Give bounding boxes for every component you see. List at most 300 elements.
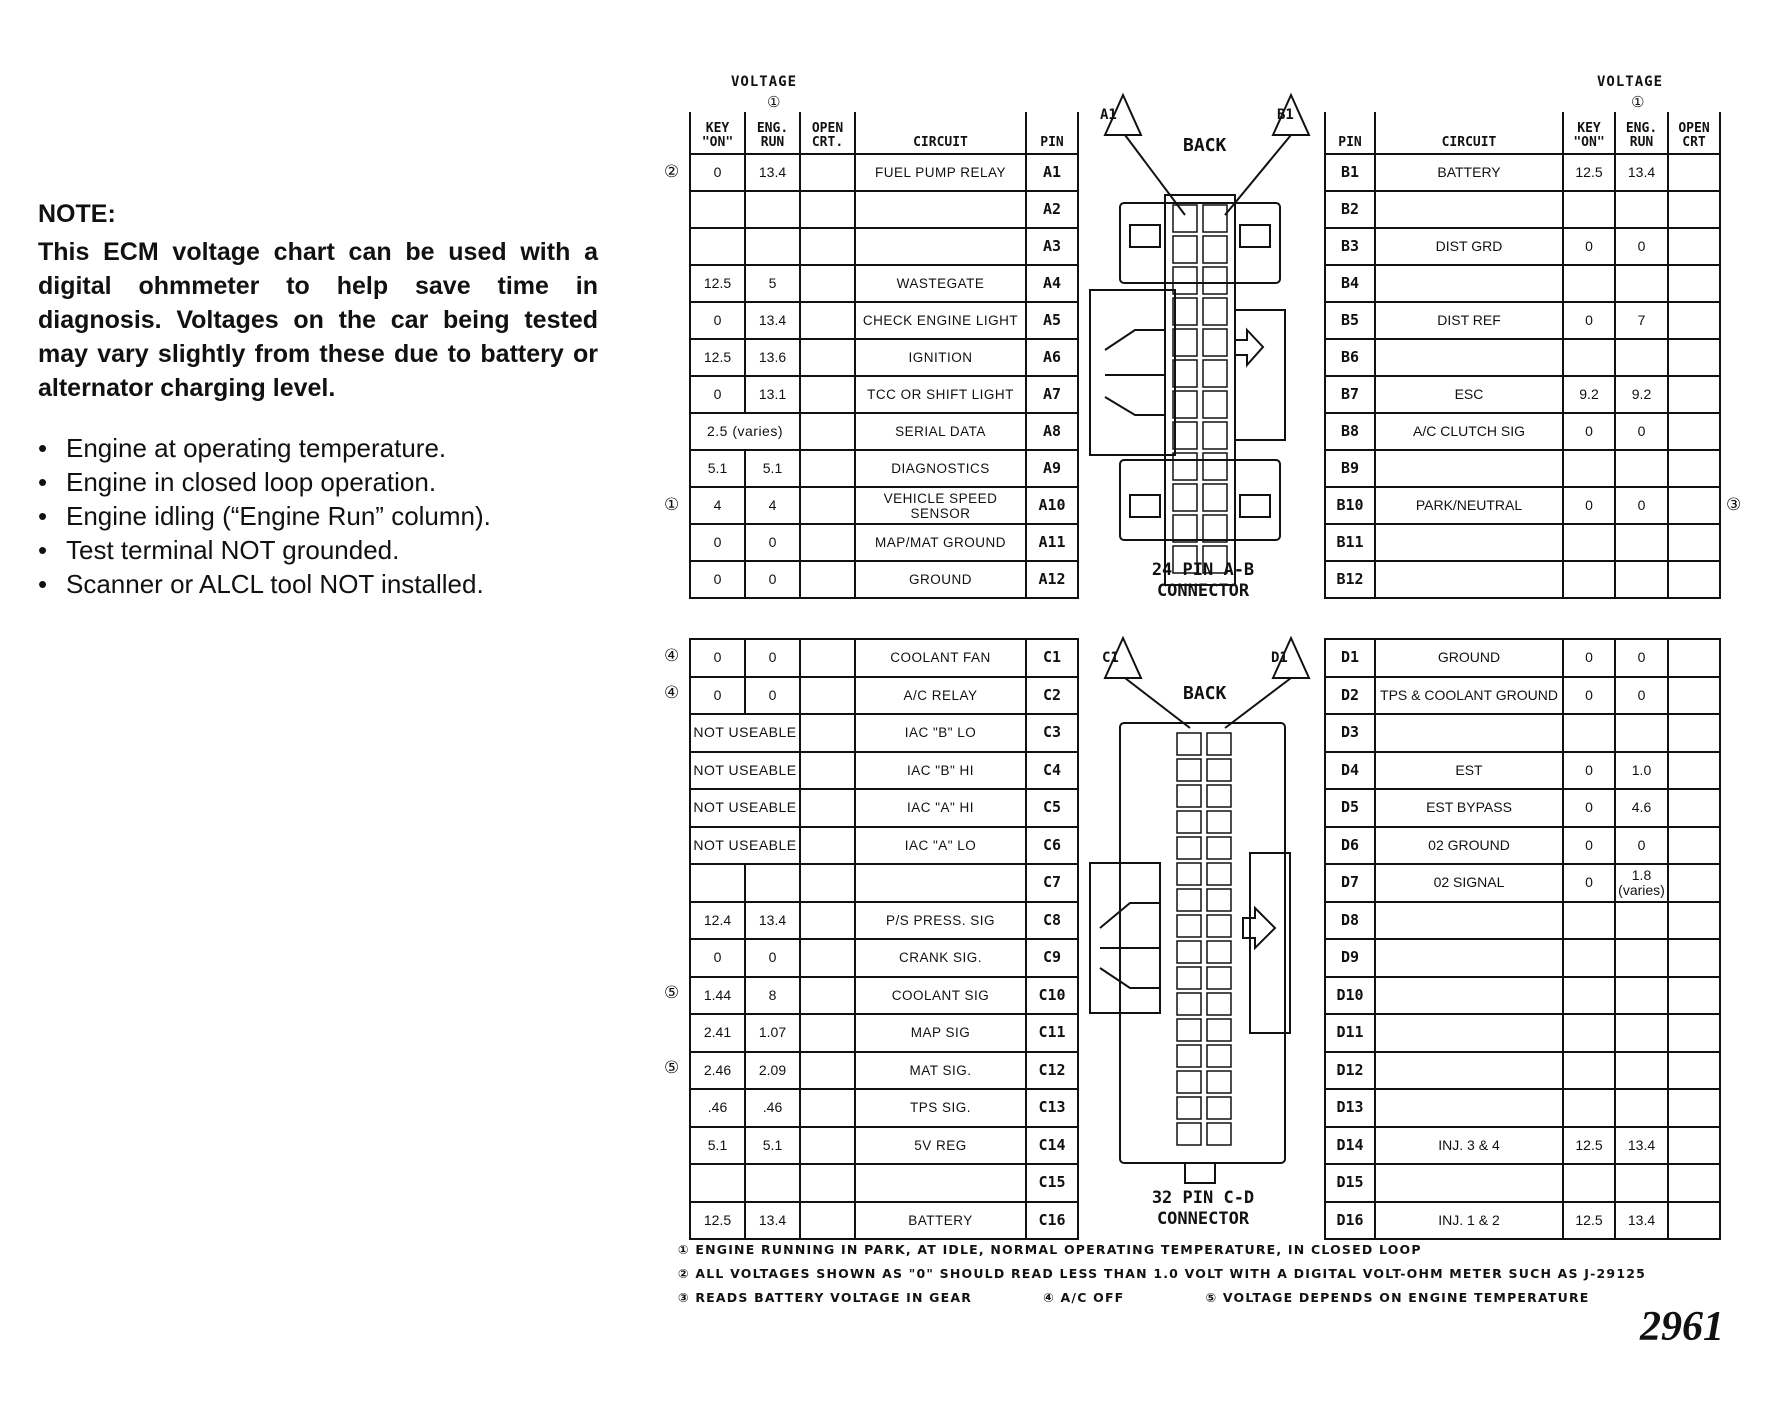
circuit-cell: DIST REF xyxy=(1375,302,1563,339)
table-row xyxy=(690,677,1078,715)
open-crt-cell xyxy=(1668,561,1720,598)
circuit-cell xyxy=(1375,977,1563,1015)
table-row xyxy=(690,191,1078,228)
pin-cell: D4 xyxy=(1325,752,1375,790)
circuit-cell: A/C CLUTCH SIG xyxy=(1375,413,1563,450)
open-crt-cell xyxy=(800,789,855,827)
row-note-marker: ① xyxy=(664,494,680,515)
table-row xyxy=(1325,714,1720,752)
table-row xyxy=(690,1089,1078,1127)
connector-cd-title-line1: 32 PIN C-D xyxy=(1151,1188,1255,1208)
condition-item: • Engine idling (“Engine Run” column). xyxy=(38,499,598,533)
pin-cell: B10 xyxy=(1325,487,1375,524)
table-row xyxy=(690,714,1078,752)
table-row xyxy=(1325,487,1720,524)
circuit-cell: TCC OR SHIFT LIGHT xyxy=(855,376,1026,413)
connector-ab-back-label: BACK xyxy=(1183,135,1227,156)
pin-cell: D11 xyxy=(1325,1014,1375,1052)
row-note-marker: ⑤ xyxy=(664,983,680,1004)
circuit-cell: PARK/NEUTRAL xyxy=(1375,487,1563,524)
open-crt-cell xyxy=(800,154,855,191)
eng-run-cell: 0 xyxy=(745,939,800,977)
circuit-cell: 02 GROUND xyxy=(1375,827,1563,865)
open-crt-cell xyxy=(800,1127,855,1165)
table-row xyxy=(690,1164,1078,1202)
voltage-header-left: VOLTAGE xyxy=(731,74,798,90)
key-on-cell: 0 xyxy=(1563,639,1615,677)
key-on-cell: 0 xyxy=(1563,677,1615,715)
circuit-cell: P/S PRESS. SIG xyxy=(855,902,1026,940)
circuit-cell: IAC "A" LO xyxy=(855,827,1026,865)
connector-ab-diagram xyxy=(1085,85,1320,605)
eng-run-cell xyxy=(745,1164,800,1202)
eng-run-cell: 13.1 xyxy=(745,376,800,413)
open-crt-cell xyxy=(800,487,855,524)
eng-run-cell xyxy=(1615,1089,1668,1127)
circuit-cell xyxy=(855,228,1026,265)
pin-cell: C5 xyxy=(1026,789,1078,827)
open-crt-cell xyxy=(1668,154,1720,191)
circuit-cell: IGNITION xyxy=(855,339,1026,376)
eng-run-cell: 5 xyxy=(745,265,800,302)
key-on-cell xyxy=(1563,265,1615,302)
col-pin: PIN xyxy=(1325,112,1375,154)
pin-cell: C6 xyxy=(1026,827,1078,865)
eng-run-cell xyxy=(1615,902,1668,940)
open-crt-cell xyxy=(800,902,855,940)
open-crt-cell xyxy=(800,1014,855,1052)
eng-run-cell xyxy=(1615,977,1668,1015)
eng-run-cell: 13.4 xyxy=(1615,1127,1668,1165)
open-crt-cell xyxy=(800,191,855,228)
circuit-cell: VEHICLE SPEED SENSOR xyxy=(855,487,1026,524)
open-crt-cell xyxy=(1668,752,1720,790)
pin-cell: B8 xyxy=(1325,413,1375,450)
eng-run-cell xyxy=(1615,1014,1668,1052)
open-crt-cell xyxy=(800,339,855,376)
open-crt-cell xyxy=(800,677,855,715)
open-crt-cell xyxy=(800,561,855,598)
pin-cell: B2 xyxy=(1325,191,1375,228)
connector-cd-diagram xyxy=(1085,628,1320,1238)
circuit-cell xyxy=(1375,265,1563,302)
open-crt-cell xyxy=(800,1202,855,1240)
open-crt-cell xyxy=(800,524,855,561)
circuit-cell: MAT SIG. xyxy=(855,1052,1026,1090)
open-crt-cell xyxy=(1668,902,1720,940)
open-crt-cell xyxy=(1668,677,1720,715)
key-on-cell: 2.41 xyxy=(690,1014,745,1052)
pin-cell: A12 xyxy=(1026,561,1078,598)
table-row xyxy=(1325,191,1720,228)
table-row xyxy=(690,902,1078,940)
pin-cell: D16 xyxy=(1325,1202,1375,1240)
open-crt-cell xyxy=(800,1052,855,1090)
pin-cell: C11 xyxy=(1026,1014,1078,1052)
footnote-1: ① ENGINE RUNNING IN PARK, AT IDLE, NORMAL OPERATING TEMPERATURE, IN CLOSED LOOP xyxy=(678,1242,1422,1257)
pin-table-c xyxy=(689,638,1079,1240)
open-crt-cell xyxy=(1668,864,1720,902)
circuit-cell xyxy=(855,864,1026,902)
open-crt-cell xyxy=(800,1089,855,1127)
table-row xyxy=(1325,789,1720,827)
eng-run-cell: 1.0 xyxy=(1615,752,1668,790)
connector-ab-label-b1: B1 xyxy=(1277,107,1294,123)
footnote-3: ③ READS BATTERY VOLTAGE IN GEAR xyxy=(678,1290,973,1305)
key-on-cell xyxy=(690,228,745,265)
key-on-cell xyxy=(1563,1052,1615,1090)
footnote-row-3 xyxy=(678,1286,1738,1310)
circuit-cell: 02 SIGNAL xyxy=(1375,864,1563,902)
key-on-cell: 0 xyxy=(690,154,745,191)
table-row xyxy=(1325,1202,1720,1240)
open-crt-cell xyxy=(800,827,855,865)
row-note-marker: ② xyxy=(664,161,680,182)
footnote-ref-right: ① xyxy=(1631,93,1645,111)
key-on-cell: 0 xyxy=(1563,789,1615,827)
eng-run-cell: 0 xyxy=(1615,639,1668,677)
pin-cell: C15 xyxy=(1026,1164,1078,1202)
table-row xyxy=(1325,228,1720,265)
table-row xyxy=(690,789,1078,827)
pin-cell: B12 xyxy=(1325,561,1375,598)
eng-run-cell: 0 xyxy=(1615,677,1668,715)
table-row xyxy=(690,561,1078,598)
pin-cell: A7 xyxy=(1026,376,1078,413)
table-row xyxy=(1325,1089,1720,1127)
key-on-cell: 12.5 xyxy=(1563,1127,1615,1165)
open-crt-cell xyxy=(1668,1014,1720,1052)
table-row xyxy=(1325,524,1720,561)
pin-cell: A9 xyxy=(1026,450,1078,487)
circuit-cell xyxy=(1375,1052,1563,1090)
table-row xyxy=(690,450,1078,487)
key-on-cell xyxy=(1563,1089,1615,1127)
pin-table-d xyxy=(1324,638,1721,1240)
condition-item: • Engine in closed loop operation. xyxy=(38,465,598,499)
note-title: NOTE: xyxy=(38,200,116,228)
condition-item: • Engine at operating temperature. xyxy=(38,431,598,465)
circuit-cell: COOLANT SIG xyxy=(855,977,1026,1015)
connector-ab-title-line1: 24 PIN A-B xyxy=(1151,560,1255,580)
table-row xyxy=(690,939,1078,977)
col-circuit: CIRCUIT xyxy=(1375,112,1563,154)
table-row xyxy=(1325,677,1720,715)
pin-cell: B11 xyxy=(1325,524,1375,561)
circuit-cell: CHECK ENGINE LIGHT xyxy=(855,302,1026,339)
pin-cell: D6 xyxy=(1325,827,1375,865)
voltage-span-cell: NOT USEABLE xyxy=(690,789,800,827)
key-on-cell xyxy=(1563,524,1615,561)
circuit-cell: IAC "B" HI xyxy=(855,752,1026,790)
table-row xyxy=(690,864,1078,902)
pin-cell: D7 xyxy=(1325,864,1375,902)
circuit-cell: IAC "A" HI xyxy=(855,789,1026,827)
eng-run-cell: 13.4 xyxy=(745,1202,800,1240)
eng-run-cell xyxy=(1615,524,1668,561)
open-crt-cell xyxy=(1668,265,1720,302)
table-row xyxy=(690,302,1078,339)
pin-cell: A1 xyxy=(1026,154,1078,191)
key-on-cell: 0 xyxy=(1563,827,1615,865)
key-on-cell: 0 xyxy=(690,376,745,413)
key-on-cell: 5.1 xyxy=(690,450,745,487)
eng-run-cell: 7 xyxy=(1615,302,1668,339)
table-row xyxy=(1325,339,1720,376)
eng-run-cell xyxy=(1615,1052,1668,1090)
col-open-crt: OPEN CRT. xyxy=(800,112,855,154)
pin-cell: C2 xyxy=(1026,677,1078,715)
open-crt-cell xyxy=(800,714,855,752)
voltage-span-cell: NOT USEABLE xyxy=(690,827,800,865)
circuit-cell: TPS SIG. xyxy=(855,1089,1026,1127)
key-on-cell xyxy=(1563,1164,1615,1202)
footnotes xyxy=(678,1238,1738,1310)
key-on-cell: 12.5 xyxy=(690,339,745,376)
footnote-4: ④ A/C OFF xyxy=(1043,1290,1125,1305)
key-on-cell: .46 xyxy=(690,1089,745,1127)
eng-run-cell: 8 xyxy=(745,977,800,1015)
circuit-cell xyxy=(1375,902,1563,940)
open-crt-cell xyxy=(800,265,855,302)
pin-cell: A2 xyxy=(1026,191,1078,228)
open-crt-cell xyxy=(1668,714,1720,752)
open-crt-cell xyxy=(1668,827,1720,865)
circuit-cell xyxy=(1375,191,1563,228)
table-row xyxy=(690,265,1078,302)
col-eng-run: ENG. RUN xyxy=(1615,112,1668,154)
key-on-cell: 0 xyxy=(1563,752,1615,790)
key-on-cell: 0 xyxy=(690,302,745,339)
table-row xyxy=(1325,977,1720,1015)
pin-cell: A11 xyxy=(1026,524,1078,561)
eng-run-cell: 1.8 (varies) xyxy=(1615,864,1668,902)
pin-table-a xyxy=(689,112,1079,599)
connector-cd-label-d1: D1 xyxy=(1271,650,1288,666)
key-on-cell: 12.5 xyxy=(690,1202,745,1240)
open-crt-cell xyxy=(800,376,855,413)
eng-run-cell: 13.4 xyxy=(1615,154,1668,191)
note-panel xyxy=(38,200,598,601)
eng-run-cell xyxy=(1615,265,1668,302)
voltage-header-right: VOLTAGE xyxy=(1597,74,1664,90)
table-row xyxy=(690,339,1078,376)
eng-run-cell xyxy=(1615,191,1668,228)
footnote-5: ⑤ VOLTAGE DEPENDS ON ENGINE TEMPERATURE xyxy=(1205,1290,1590,1305)
circuit-cell xyxy=(1375,939,1563,977)
pin-cell: D2 xyxy=(1325,677,1375,715)
key-on-cell xyxy=(690,1164,745,1202)
pin-cell: A6 xyxy=(1026,339,1078,376)
pin-cell: D12 xyxy=(1325,1052,1375,1090)
pin-cell: C7 xyxy=(1026,864,1078,902)
pin-cell: B7 xyxy=(1325,376,1375,413)
table-row xyxy=(1325,864,1720,902)
pin-table-b xyxy=(1324,112,1721,599)
table-row xyxy=(1325,413,1720,450)
connector-ab-label-a1: A1 xyxy=(1100,107,1117,123)
key-on-cell: 0 xyxy=(1563,228,1615,265)
eng-run-cell xyxy=(745,228,800,265)
table-row xyxy=(1325,561,1720,598)
circuit-cell: TPS & COOLANT GROUND xyxy=(1375,677,1563,715)
row-note-marker: ③ xyxy=(1726,494,1742,515)
key-on-cell: 1.44 xyxy=(690,977,745,1015)
open-crt-cell xyxy=(1668,339,1720,376)
eng-run-cell xyxy=(1615,450,1668,487)
table-row xyxy=(690,1052,1078,1090)
circuit-cell xyxy=(1375,1014,1563,1052)
open-crt-cell xyxy=(1668,1164,1720,1202)
key-on-cell: 5.1 xyxy=(690,1127,745,1165)
eng-run-cell: 0 xyxy=(745,561,800,598)
connector-cd-drawing xyxy=(1085,628,1320,1238)
eng-run-cell: 5.1 xyxy=(745,450,800,487)
key-on-cell: 0 xyxy=(690,939,745,977)
pin-cell: C12 xyxy=(1026,1052,1078,1090)
key-on-cell: 0 xyxy=(1563,302,1615,339)
key-on-cell: 12.4 xyxy=(690,902,745,940)
table-row xyxy=(1325,450,1720,487)
key-on-cell: 0 xyxy=(690,524,745,561)
pin-cell: C16 xyxy=(1026,1202,1078,1240)
circuit-cell: ESC xyxy=(1375,376,1563,413)
eng-run-cell: 13.4 xyxy=(1615,1202,1668,1240)
pin-cell: B1 xyxy=(1325,154,1375,191)
open-crt-cell xyxy=(1668,376,1720,413)
eng-run-cell xyxy=(1615,561,1668,598)
table-row xyxy=(1325,1127,1720,1165)
open-crt-cell xyxy=(800,864,855,902)
note-text: This ECM voltage chart can be used with a digital ohmmeter to help save time in diagnosis. Voltages on the car being tested may vary slightly from these due to battery or alternator charging level. xyxy=(38,238,598,402)
pin-cell: A4 xyxy=(1026,265,1078,302)
table-row xyxy=(690,413,1078,450)
pin-cell: C4 xyxy=(1026,752,1078,790)
table-row xyxy=(690,524,1078,561)
col-key-on: KEY "ON" xyxy=(1563,112,1615,154)
table-row xyxy=(690,1127,1078,1165)
voltage-span-cell: 2.5 (varies) xyxy=(690,413,800,450)
table-row xyxy=(1325,1014,1720,1052)
eng-run-cell: 5.1 xyxy=(745,1127,800,1165)
key-on-cell: 12.5 xyxy=(690,265,745,302)
open-crt-cell xyxy=(1668,1052,1720,1090)
pin-cell: A3 xyxy=(1026,228,1078,265)
key-on-cell: 0 xyxy=(690,639,745,677)
pin-cell: C13 xyxy=(1026,1089,1078,1127)
key-on-cell xyxy=(690,864,745,902)
eng-run-cell: 0 xyxy=(745,524,800,561)
circuit-cell: COOLANT FAN xyxy=(855,639,1026,677)
pin-cell: C14 xyxy=(1026,1127,1078,1165)
key-on-cell: 0 xyxy=(690,561,745,598)
circuit-cell: GROUND xyxy=(1375,639,1563,677)
voltage-span-cell: NOT USEABLE xyxy=(690,752,800,790)
open-crt-cell xyxy=(800,1164,855,1202)
connector-cd-label-c1: C1 xyxy=(1102,650,1119,666)
key-on-cell: 0 xyxy=(1563,413,1615,450)
circuit-cell: A/C RELAY xyxy=(855,677,1026,715)
table-row xyxy=(1325,1052,1720,1090)
open-crt-cell xyxy=(1668,639,1720,677)
key-on-cell: 12.5 xyxy=(1563,154,1615,191)
eng-run-cell: 9.2 xyxy=(1615,376,1668,413)
pin-cell: C10 xyxy=(1026,977,1078,1015)
table-row xyxy=(690,154,1078,191)
pin-cell: A10 xyxy=(1026,487,1078,524)
key-on-cell: 12.5 xyxy=(1563,1202,1615,1240)
eng-run-cell xyxy=(1615,714,1668,752)
eng-run-cell: 4.6 xyxy=(1615,789,1668,827)
circuit-cell: INJ. 3 & 4 xyxy=(1375,1127,1563,1165)
open-crt-cell xyxy=(1668,1202,1720,1240)
pin-cell: D10 xyxy=(1325,977,1375,1015)
circuit-cell: BATTERY xyxy=(1375,154,1563,191)
circuit-cell xyxy=(1375,1089,1563,1127)
key-on-cell: 9.2 xyxy=(1563,376,1615,413)
open-crt-cell xyxy=(1668,789,1720,827)
eng-run-cell: .46 xyxy=(745,1089,800,1127)
eng-run-cell: 0 xyxy=(1615,228,1668,265)
open-crt-cell xyxy=(800,450,855,487)
eng-run-cell xyxy=(1615,1164,1668,1202)
circuit-cell: 5V REG xyxy=(855,1127,1026,1165)
open-crt-cell xyxy=(800,302,855,339)
pin-cell: B3 xyxy=(1325,228,1375,265)
col-circuit: CIRCUIT xyxy=(855,112,1026,154)
table-row xyxy=(1325,376,1720,413)
circuit-cell: IAC "B" LO xyxy=(855,714,1026,752)
circuit-cell: WASTEGATE xyxy=(855,265,1026,302)
circuit-cell: DIAGNOSTICS xyxy=(855,450,1026,487)
pin-cell: C9 xyxy=(1026,939,1078,977)
col-eng-run: ENG. RUN xyxy=(745,112,800,154)
open-crt-cell xyxy=(800,639,855,677)
eng-run-cell xyxy=(745,864,800,902)
open-crt-cell xyxy=(800,752,855,790)
eng-run-cell: 13.4 xyxy=(745,154,800,191)
circuit-cell xyxy=(1375,339,1563,376)
open-crt-cell xyxy=(1668,1127,1720,1165)
circuit-cell: BATTERY xyxy=(855,1202,1026,1240)
table-row xyxy=(1325,639,1720,677)
pin-cell: D3 xyxy=(1325,714,1375,752)
pin-cell: D15 xyxy=(1325,1164,1375,1202)
key-on-cell xyxy=(1563,561,1615,598)
eng-run-cell: 0 xyxy=(1615,487,1668,524)
pin-cell: C1 xyxy=(1026,639,1078,677)
key-on-cell xyxy=(1563,450,1615,487)
eng-run-cell: 0 xyxy=(745,639,800,677)
circuit-cell xyxy=(1375,1164,1563,1202)
row-note-marker: ④ xyxy=(664,645,680,666)
key-on-cell: 0 xyxy=(1563,487,1615,524)
table-row xyxy=(690,376,1078,413)
pin-cell: B5 xyxy=(1325,302,1375,339)
open-crt-cell xyxy=(800,228,855,265)
circuit-cell: DIST GRD xyxy=(1375,228,1563,265)
key-on-cell: 0 xyxy=(690,677,745,715)
col-pin: PIN xyxy=(1026,112,1078,154)
key-on-cell xyxy=(1563,977,1615,1015)
table-row xyxy=(690,827,1078,865)
open-crt-cell xyxy=(1668,302,1720,339)
open-crt-cell xyxy=(1668,1089,1720,1127)
table-row xyxy=(690,639,1078,677)
connector-cd-title-line2: CONNECTOR xyxy=(1156,1209,1250,1229)
open-crt-cell xyxy=(800,939,855,977)
connector-ab-title xyxy=(1103,560,1303,602)
